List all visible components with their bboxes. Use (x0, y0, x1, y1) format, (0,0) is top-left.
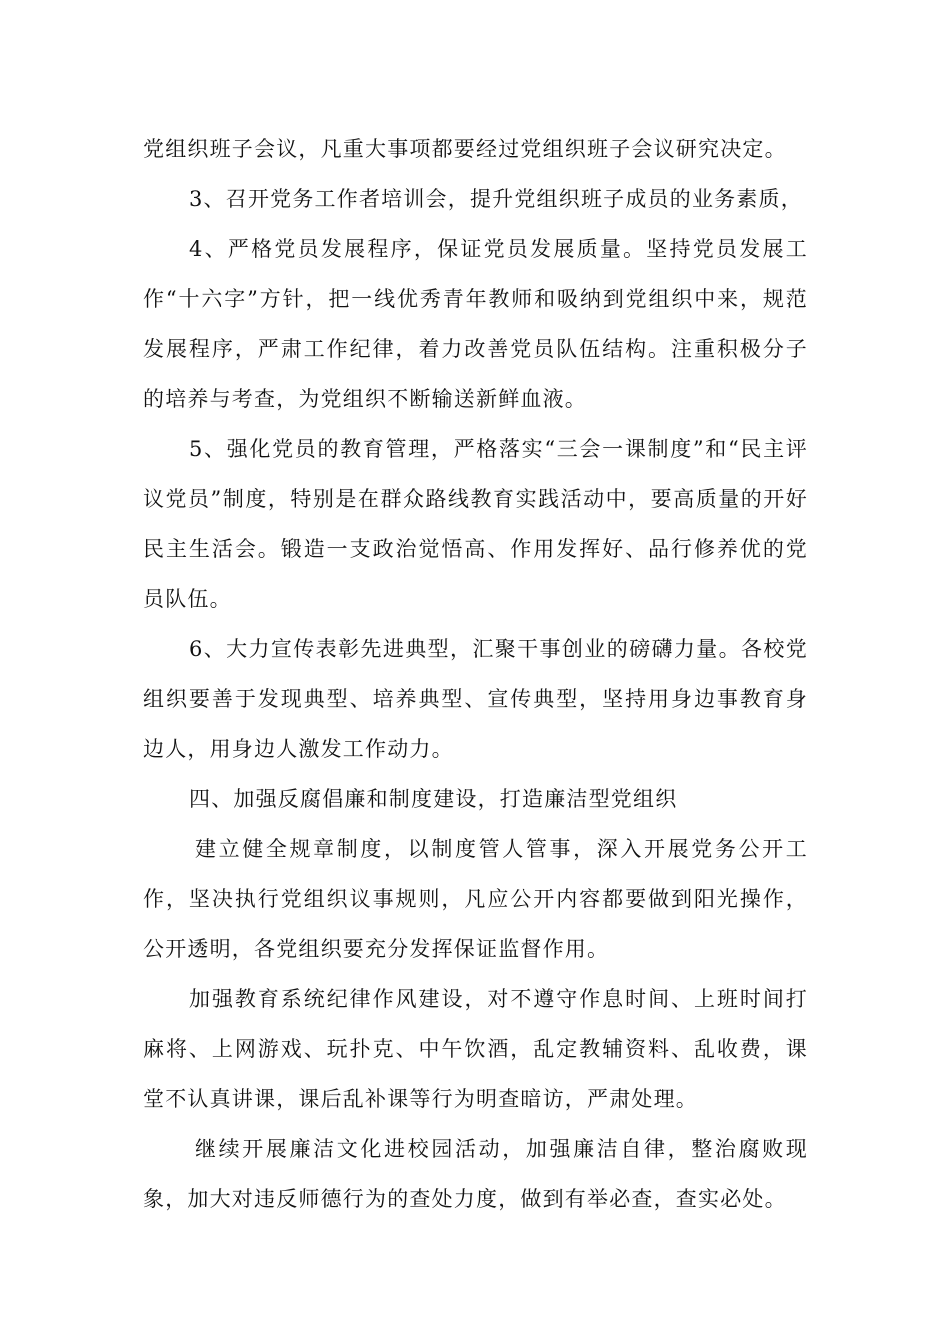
paragraph-discipline: 加强教育系统纪律作风建设，对不遵守作息时间、上班时间打麻将、上网游戏、玩扑克、中午饮酒，乱定教辅资料、乱收费，课堂不认真讲课，课后乱补课等行为明查暗访，严肃处理。 (143, 987, 808, 1111)
paragraph-item-6: 6、大力宣传表彰先进典型，汇聚干事创业的磅礴力量。各校党组织要善于发现典型、培养典型、宣传典型，坚持用身边事教育身边人，用身边人激发工作动力。 (143, 637, 808, 761)
paragraph-rules-system: 建立健全规章制度，以制度管人管事，深入开展党务公开工作，坚决执行党组织议事规则，凡应公开内容都要做到阳光操作，公开透明，各党组织要充分发挥保证监督作用。 (143, 837, 808, 961)
section-heading-4: 四、加强反腐倡廉和制度建设，打造廉洁型党组织 (189, 787, 678, 811)
paragraph-integrity-culture: 继续开展廉洁文化进校园活动，加强廉洁自律，整治腐败现象，加大对违反师德行为的查处力度，做到有举必查，查实必处。 (143, 1137, 808, 1211)
paragraph-item-5: 5、强化党员的教育管理，严格落实“三会一课制度”和“民主评议党员”制度，特别是在群众路线教育实践活动中，要高质量的开好民主生活会。锻造一支政治觉悟高、作用发挥好、品行修养优的党员队伍。 (143, 437, 808, 611)
paragraph-item-4: 4、严格党员发展程序，保证党员发展质量。坚持党员发展工作“十六字”方针，把一线优秀青年教师和吸纳到党组织中来，规范发展程序，严肃工作纪律，着力改善党员队伍结构。注重积极分子的培养与考查，为党组织不断输送新鲜血液。 (143, 237, 808, 411)
paragraph-continuation: 党组织班子会议，凡重大事项都要经过党组织班子会议研究决定。 (143, 137, 787, 161)
paragraph-item-3: 3、召开党务工作者培训会，提升党组织班子成员的业务素质， (189, 187, 803, 211)
document-body (143, 124, 808, 1224)
